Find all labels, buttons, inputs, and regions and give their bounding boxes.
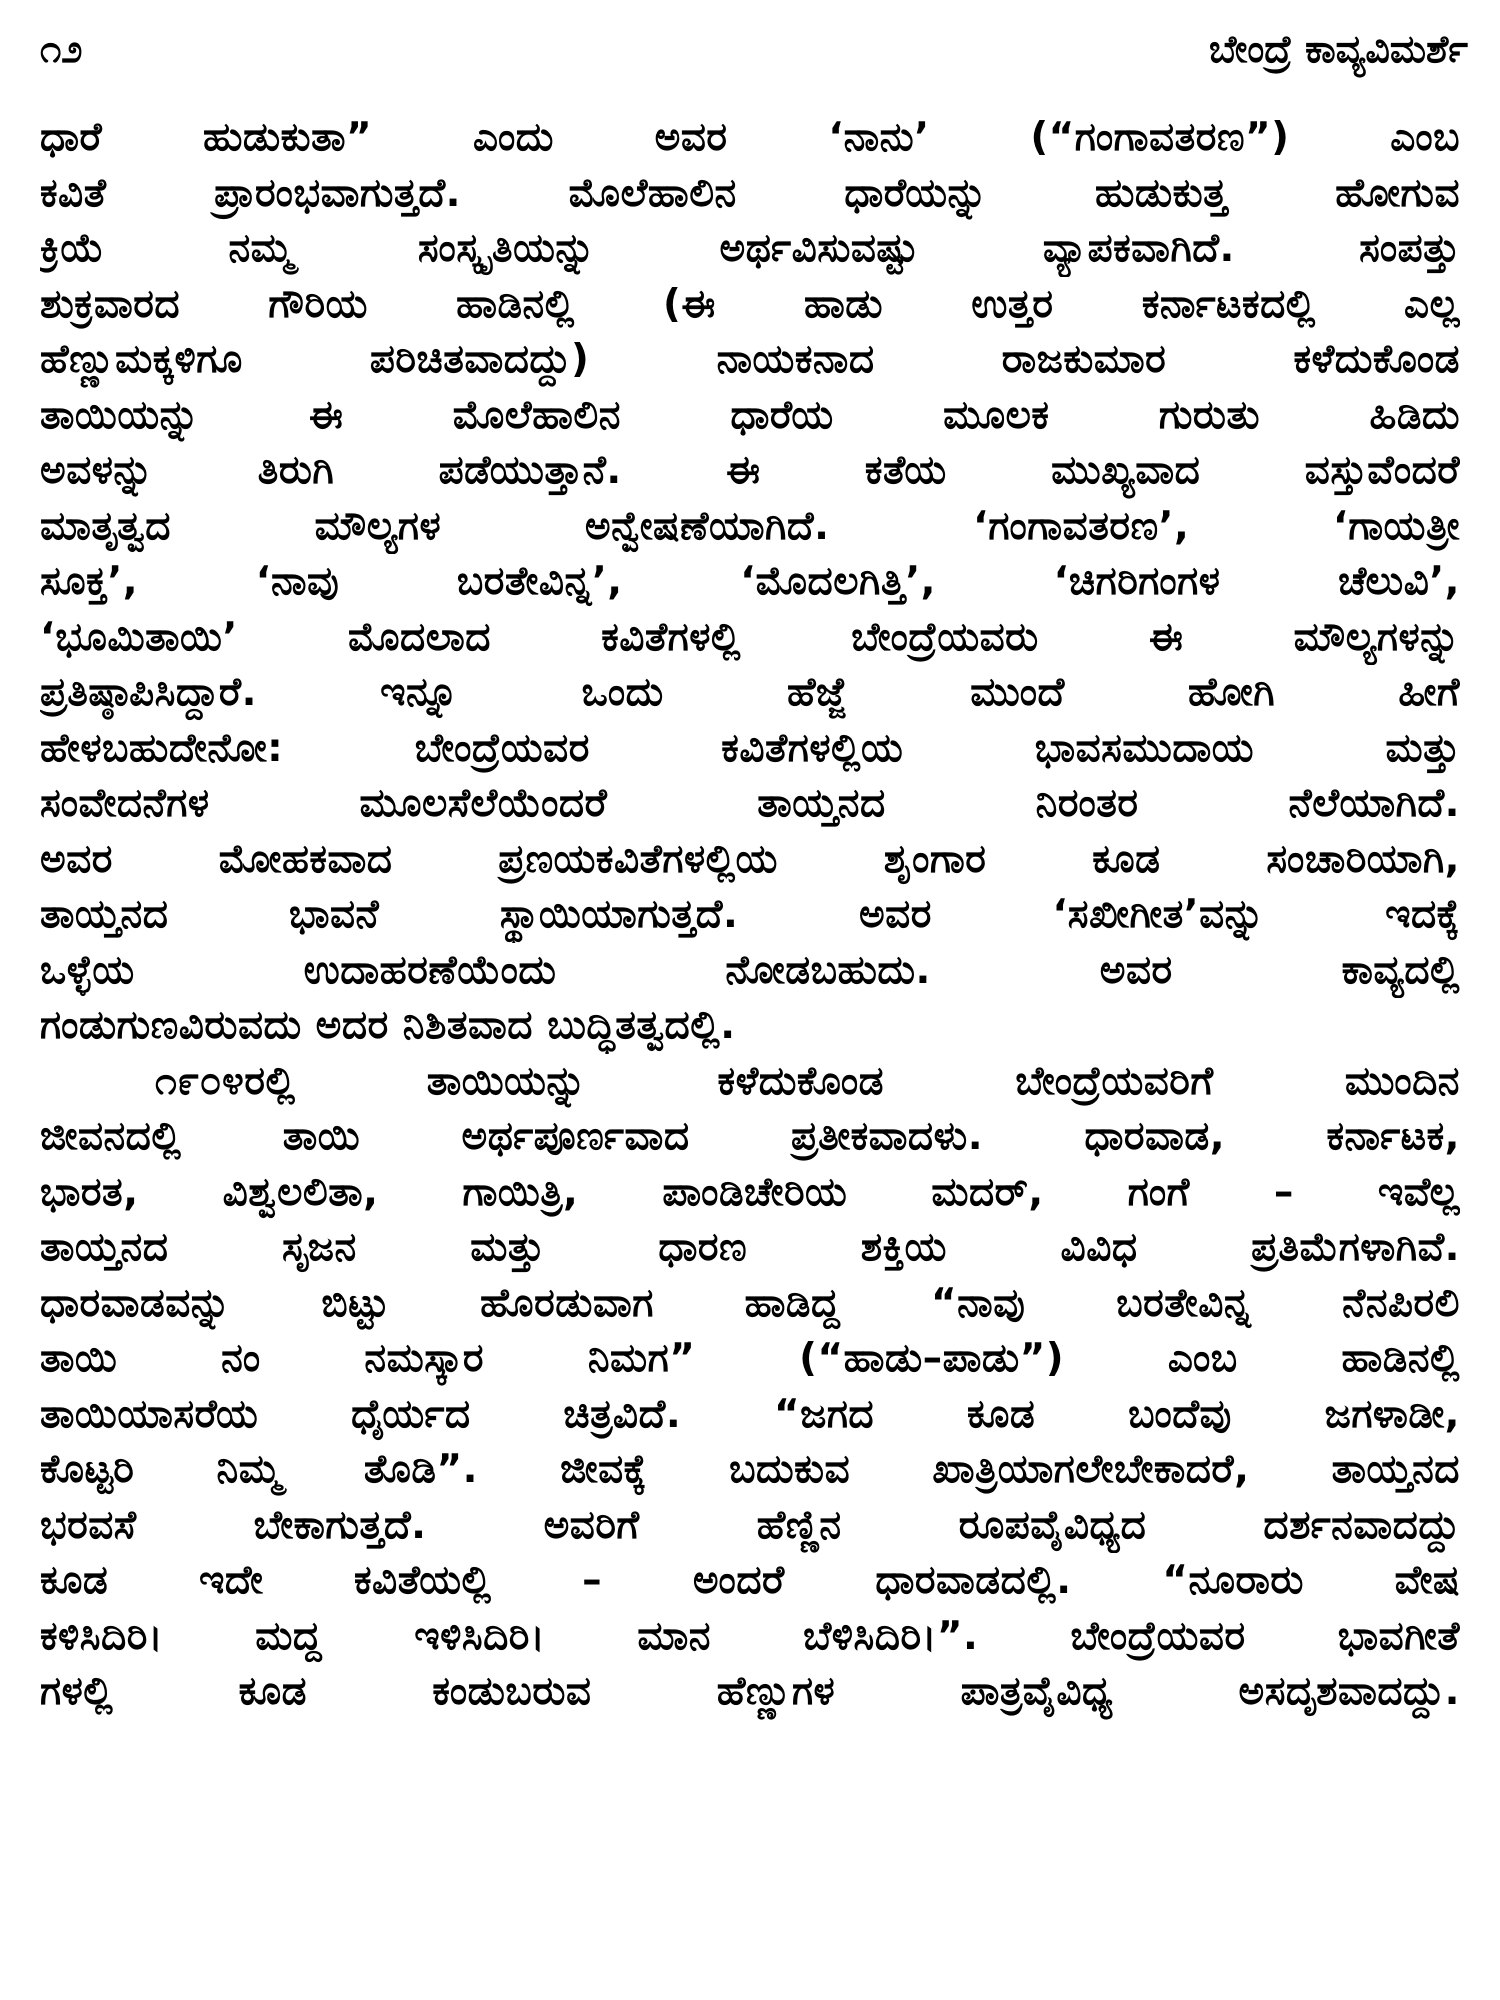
text-line: ಕೊಟ್ಟರಿ ನಿಮ್ಮ ತೊಡಿ”. ಜೀವಕ್ಕೆ ಬದುಕುವ ಖಾತ್ರಿಯಾಗಲೇಬೇಕಾದರೆ, ತಾಯ್ತನದ <box>40 1447 1460 1492</box>
text-line: ಸಂವೇದನೆಗಳ ಮೂಲಸೆಲೆಯೆಂದರೆ ತಾಯ್ತನದ ನಿರಂತರ ನೆಲೆಯಾಗಿದೆ. <box>40 781 1460 826</box>
text-line: ತಾಯಿಯಾಸರೆಯ ಧೈರ್ಯದ ಚಿತ್ರವಿದೆ. “ಜಗದ ಕೂಡ ಬಂದೆವು ಜಗಳಾಡೀ, <box>40 1391 1460 1437</box>
text-line: ಅವಳನ್ನು ತಿರುಗಿ ಪಡೆಯುತ್ತಾನೆ. ಈ ಕತೆಯ ಮುಖ್ಯವಾದ ವಸ್ತುವೆಂದರೆ <box>40 448 1460 493</box>
text-line: ಭಾರತ, ವಿಶ್ವಲಲಿತಾ, ಗಾಯಿತ್ರಿ, ಪಾಂಡಿಚೇರಿಯ ಮದರ್, ಗಂಗೆ – ಇವೆಲ್ಲ <box>40 1169 1460 1215</box>
text-line: ಅವರ ಮೋಹಕವಾದ ಪ್ರಣಯಕವಿತೆಗಳಲ್ಲಿಯ ಶೃಂಗಾರ ಕೂಡ ಸಂಚಾರಿಯಾಗಿ, <box>40 836 1460 882</box>
text-line: ಕವಿತೆ ಪ್ರಾರಂಭವಾಗುತ್ತದೆ. ಮೊಲೆಹಾಲಿನ ಧಾರೆಯನ್ನು ಹುಡುಕುತ್ತ ಹೋಗುವ <box>40 170 1460 216</box>
text-line: ಧಾರವಾಡವನ್ನು ಬಿಟ್ಟು ಹೊರಡುವಾಗ ಹಾಡಿದ್ದ “ನಾವು ಬರತೇವಿನ್ನ ನೆನಪಿರಲಿ <box>40 1280 1460 1326</box>
text-line: ಮಾತೃತ್ವದ ಮೌಲ್ಯಗಳ ಅನ್ವೇಷಣೆಯಾಗಿದೆ. ‘ಗಂಗಾವತರಣ’, ‘ಗಾಯತ್ರೀ <box>40 503 1460 549</box>
text-line: ತಾಯಿಯನ್ನು ಈ ಮೊಲೆಹಾಲಿನ ಧಾರೆಯ ಮೂಲಕ ಗುರುತು ಹಿಡಿದು <box>40 392 1460 438</box>
text-line: ಕ್ರಿಯೆ ನಮ್ಮ ಸಂಸ್ಕೃತಿಯನ್ನು ಅರ್ಥವಿಸುವಷ್ಟು ವ್ಯಾಪಕವಾಗಿದೆ. ಸಂಪತ್ತು <box>40 226 1460 271</box>
text-line: ತಾಯ್ತನದ ಭಾವನೆ ಸ್ಥಾಯಿಯಾಗುತ್ತದೆ. ಅವರ ‘ಸಖೀಗೀತ’ವನ್ನು ಇದಕ್ಕೆ <box>40 892 1460 937</box>
text-line: ಭರವಸೆ ಬೇಕಾಗುತ್ತದೆ. ಅವರಿಗೆ ಹೆಣ್ಣಿನ ರೂಪವೈವಿಧ್ಯದ ದರ್ಶನವಾದದ್ದು <box>40 1502 1460 1548</box>
text-line: ಸೂಕ್ತ’, ‘ನಾವು ಬರತೇವಿನ್ನ’, ‘ಮೊದಲಗಿತ್ತಿ’, ‘ಚಿಗರಿಗಂಗಳ ಚೆಲುವಿ’, <box>40 559 1460 604</box>
text-line: ಕಳಿಸಿದಿರಿ। ಮದ್ದ ಇಳಿಸಿದಿರಿ। ಮಾನ ಬೆಳಿಸಿದಿರಿ।”. ಬೇಂದ್ರೆಯವರ ಭಾವಗೀತೆ <box>40 1613 1460 1659</box>
text-line: ಜೀವನದಲ್ಲಿ ತಾಯಿ ಅರ್ಥಪೂರ್ಣವಾದ ಪ್ರತೀಕವಾದಳು. ಧಾರವಾಡ, ಕರ್ನಾಟಕ, <box>40 1114 1460 1159</box>
text-line: ಹೆಣ್ಣುಮಕ್ಕಳಿಗೂ ಪರಿಚಿತವಾದದ್ದು) ನಾಯಕನಾದ ರಾಜಕುಮಾರ ಕಳೆದುಕೊಂಡ <box>40 337 1460 382</box>
page-number: ೧೨ <box>40 27 83 71</box>
running-title: ಬೇಂದ್ರೆ ಕಾವ್ಯವಿಮರ್ಶೆ <box>1208 27 1468 71</box>
text-line: ಗಂಡುಗುಣವಿರುವದು ಅದರ ನಿಶಿತವಾದ ಬುದ್ಧಿತತ್ವದಲ್ಲಿ. <box>40 1003 736 1048</box>
text-line: ತಾಯಿ ನಂ ನಮಸ್ಕಾರ ನಿಮಗ” (“ಹಾಡು–ಪಾಡು”) ಎಂಬ ಹಾಡಿನಲ್ಲಿ <box>40 1336 1460 1381</box>
text-line: ಗಳಲ್ಲಿ ಕೂಡ ಕಂಡುಬರುವ ಹೆಣ್ಣುಗಳ ಪಾತ್ರವೈವಿಧ್ಯ ಅಸದೃಶವಾದದ್ದು. <box>40 1669 1460 1714</box>
text-line: ೧೯೦೪ರಲ್ಲಿ ತಾಯಿಯನ್ನು ಕಳೆದುಕೊಂಡ ಬೇಂದ್ರೆಯವರಿಗೆ ಮುಂದಿನ <box>155 1058 1460 1104</box>
text-line: ಕೂಡ ಇದೇ ಕವಿತೆಯಲ್ಲಿ – ಅಂದರೆ ಧಾರವಾಡದಲ್ಲಿ. “ನೂರಾರು ವೇಷ <box>40 1558 1460 1603</box>
body-text <box>40 110 1460 1720</box>
text-line: ಒಳ್ಳೆಯ ಉದಾಹರಣೆಯೆಂದು ನೋಡಬಹುದು. ಅವರ ಕಾವ್ಯದಲ್ಲಿ <box>40 947 1460 993</box>
text-line: ‘ಭೂಮಿತಾಯಿ’ ಮೊದಲಾದ ಕವಿತೆಗಳಲ್ಲಿ ಬೇಂದ್ರೆಯವರು ಈ ಮೌಲ್ಯಗಳನ್ನು <box>40 614 1460 660</box>
text-line: ತಾಯ್ತನದ ಸೃಜನ ಮತ್ತು ಧಾರಣ ಶಕ್ತಿಯ ವಿವಿಧ ಪ್ರತಿಮೆಗಳಾಗಿವೆ. <box>40 1225 1460 1270</box>
text-line: ಹೇಳಬಹುದೇನೋ: ಬೇಂದ್ರೆಯವರ ಕವಿತೆಗಳಲ್ಲಿಯ ಭಾವಸಮುದಾಯ ಮತ್ತು <box>40 725 1460 771</box>
paragraph <box>40 1054 1460 1720</box>
text-line: ಶುಕ್ರವಾರದ ಗೌರಿಯ ಹಾಡಿನಲ್ಲಿ (ಈ ಹಾಡು ಉತ್ತರ ಕರ್ನಾಟಕದಲ್ಲಿ ಎಲ್ಲ <box>40 281 1460 327</box>
text-line: ಪ್ರತಿಷ್ಠಾಪಿಸಿದ್ದಾರೆ. ಇನ್ನೂ ಒಂದು ಹೆಜ್ಜೆ ಮುಂದೆ ಹೋಗಿ ಹೀಗೆ <box>40 670 1460 715</box>
paragraph <box>40 110 1460 1054</box>
text-line: ಧಾರೆ ಹುಡುಕುತಾ” ಎಂದು ಅವರ ‘ನಾನು’ (“ಗಂಗಾವತರಣ”) ಎಂಬ <box>40 115 1460 160</box>
